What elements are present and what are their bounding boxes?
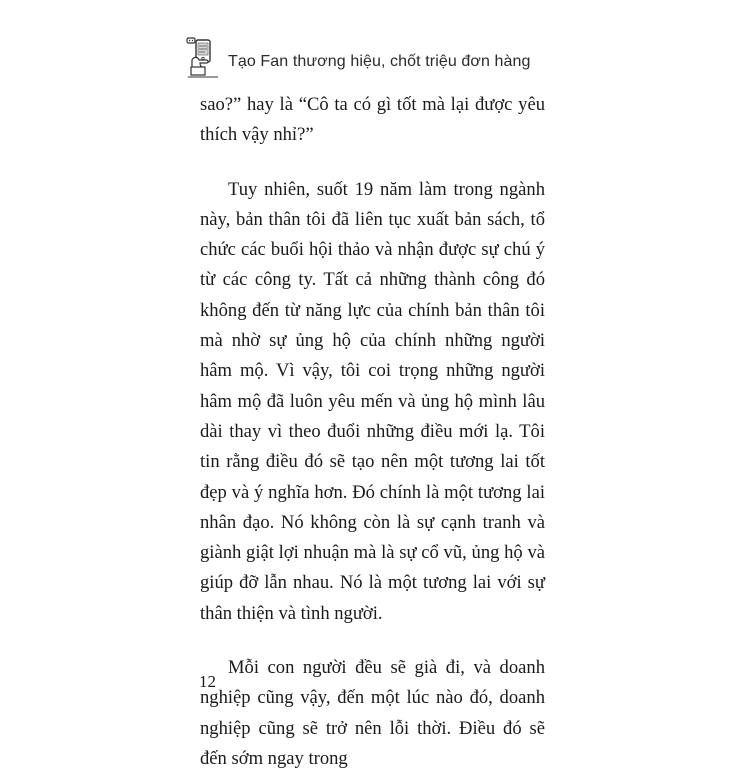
running-header xyxy=(186,36,531,80)
book-title: Tạo Fan thương hiệu, chốt triệu đơn hàng xyxy=(228,53,531,70)
hand-holding-phone-icon xyxy=(186,36,220,80)
paragraph: sao?” hay là “Cô ta có gì tốt mà lại được yêu thích vậy nhỉ?” xyxy=(200,94,545,146)
paragraph: Mỗi con người đều sẽ già đi, và doanh nghiệp cũng vậy, đến một lúc nào đó, doanh nghiệp cũng sẽ trở nên lỗi thời. Điều đó sẽ đến sớm ngay trong xyxy=(200,657,545,769)
page-number: 12 xyxy=(199,672,216,691)
paragraph: Tuy nhiên, suốt 19 năm làm trong ngành này, bản thân tôi đã liên tục xuất bản sách, tổ chức các buổi hội thảo và nhận được sự chú ý từ các công ty. Tất cả những thành công đó không đến từ năng lực của chính bản thân tôi mà nhờ sự ủng hộ của chính những người hâm mộ. Vì vậy, tôi coi trọng những người hâm mộ đã luôn yêu mến và ủng hộ mình lâu dài thay vì theo đuổi những điều mới lạ. Tôi tin rằng điều đó sẽ tạo nên một tương lai tốt đẹp và ý nghĩa hơn. Đó chính là một tương lai nhân đạo. Nó không còn là sự cạnh tranh và giành giật lợi nhuận mà là sự cổ vũ, ủng hộ và giúp đỡ lẫn nhau. Nó là một tương lai với sự thân thiện và tình người. xyxy=(200,178,545,624)
page-body xyxy=(200,90,545,774)
